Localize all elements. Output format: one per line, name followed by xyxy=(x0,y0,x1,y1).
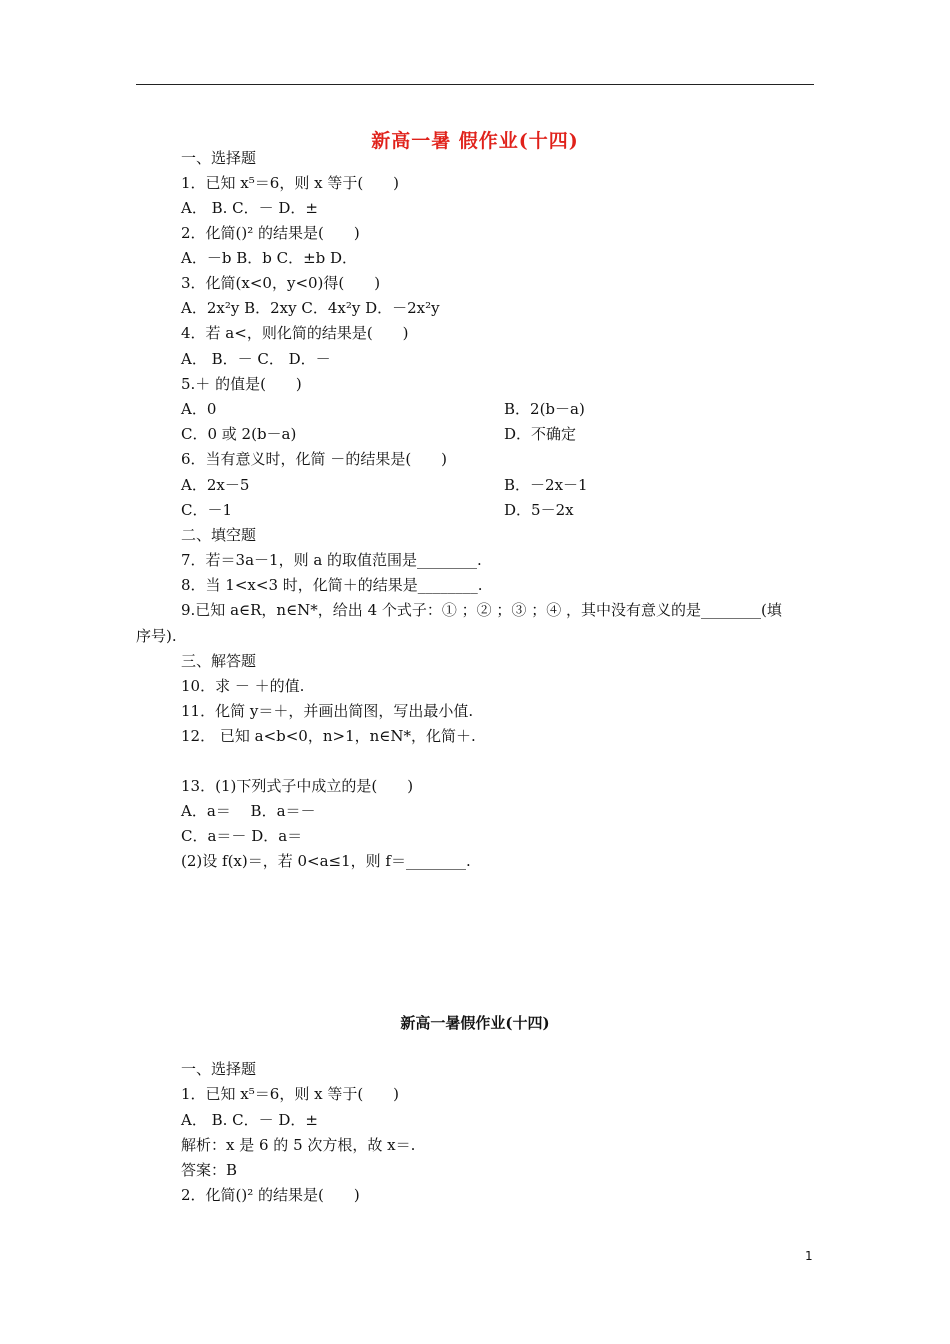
question-6-option-a: A．2x－5 xyxy=(181,476,250,494)
question-13: 13．(1)下列式子中成立的是( ) xyxy=(181,777,414,795)
answer-question-1-answer: 答案：B xyxy=(181,1161,238,1179)
answer-section-heading-choice: 一、选择题 xyxy=(181,1060,257,1078)
question-10: 10．求 － ＋的值. xyxy=(181,677,305,695)
question-6-option-b: B．－2x－1 xyxy=(504,476,588,494)
question-4-options: A． B．－ C． D．－ xyxy=(181,350,331,368)
question-6-option-d: D．5－2x xyxy=(504,501,574,519)
question-3-options: A．2x²y B．2xy C．4x²y D．－2x²y xyxy=(181,299,440,317)
question-5-option-c: C．0 或 2(b－a) xyxy=(181,425,297,443)
question-8: 8．当 1<x<3 时，化简＋的结果是________. xyxy=(181,576,483,594)
answer-question-2: 2．化简()² 的结果是( ) xyxy=(181,1186,360,1204)
section-heading-choice: 一、选择题 xyxy=(181,149,257,167)
question-3: 3．化简(x<0，y<0)得( ) xyxy=(181,274,381,292)
question-13-options-ab: A．a＝ B．a＝－ xyxy=(181,802,316,820)
question-6-option-c: C．－1 xyxy=(181,501,233,519)
page-number: 1 xyxy=(805,1249,813,1263)
question-4: 4．若 a<，则化简的结果是( ) xyxy=(181,324,409,342)
answer-question-1-options: A． B. C．－ D．± xyxy=(181,1111,318,1129)
answer-question-1-explanation: 解析：x 是 6 的 5 次方根，故 x＝. xyxy=(181,1136,416,1154)
answer-section-title: 新高一暑假作业(十四) xyxy=(400,1014,550,1032)
question-6: 6．当有意义时，化简 －的结果是( ) xyxy=(181,450,448,468)
question-12: 12． 已知 a<b<0，n>1，n∈N*，化简＋. xyxy=(181,727,476,745)
question-13-part-2: (2)设 f(x)＝，若 0<a≤1，则 f＝________. xyxy=(181,852,471,870)
question-5-option-d: D．不确定 xyxy=(504,425,577,443)
question-2-options: A．－b B．b C．±b D． xyxy=(181,249,358,267)
question-7: 7．若＝3a－1，则 a 的取值范围是________. xyxy=(181,551,482,569)
section-heading-solve: 三、解答题 xyxy=(181,652,257,670)
header-rule xyxy=(136,84,814,85)
question-1-options: A． B. C．－ D．± xyxy=(181,199,318,217)
answer-question-1: 1．已知 x⁵＝6，则 x 等于( ) xyxy=(181,1085,400,1103)
question-2: 2．化简()² 的结果是( ) xyxy=(181,224,360,242)
section-heading-fill: 二、填空题 xyxy=(181,526,257,544)
page-title: 新高一暑 假作业(十四) xyxy=(371,130,579,152)
question-9-line-2: 序号). xyxy=(136,627,177,645)
question-13-options-cd: C．a＝－ D．a＝ xyxy=(181,827,303,845)
question-5-option-b: B．2(b－a) xyxy=(504,400,585,418)
question-1: 1．已知 x⁵＝6，则 x 等于( ) xyxy=(181,174,400,192)
question-11: 11．化简 y＝＋，并画出简图，写出最小值. xyxy=(181,702,474,720)
question-5-option-a: A．0 xyxy=(181,400,217,418)
question-9-line-1: 9.已知 a∈R，n∈N*，给出 4 个式子：① ；② ；③ ；④ ，其中没有意义的是________(填 xyxy=(181,601,782,619)
question-5: 5.＋ 的值是( ) xyxy=(181,375,302,393)
